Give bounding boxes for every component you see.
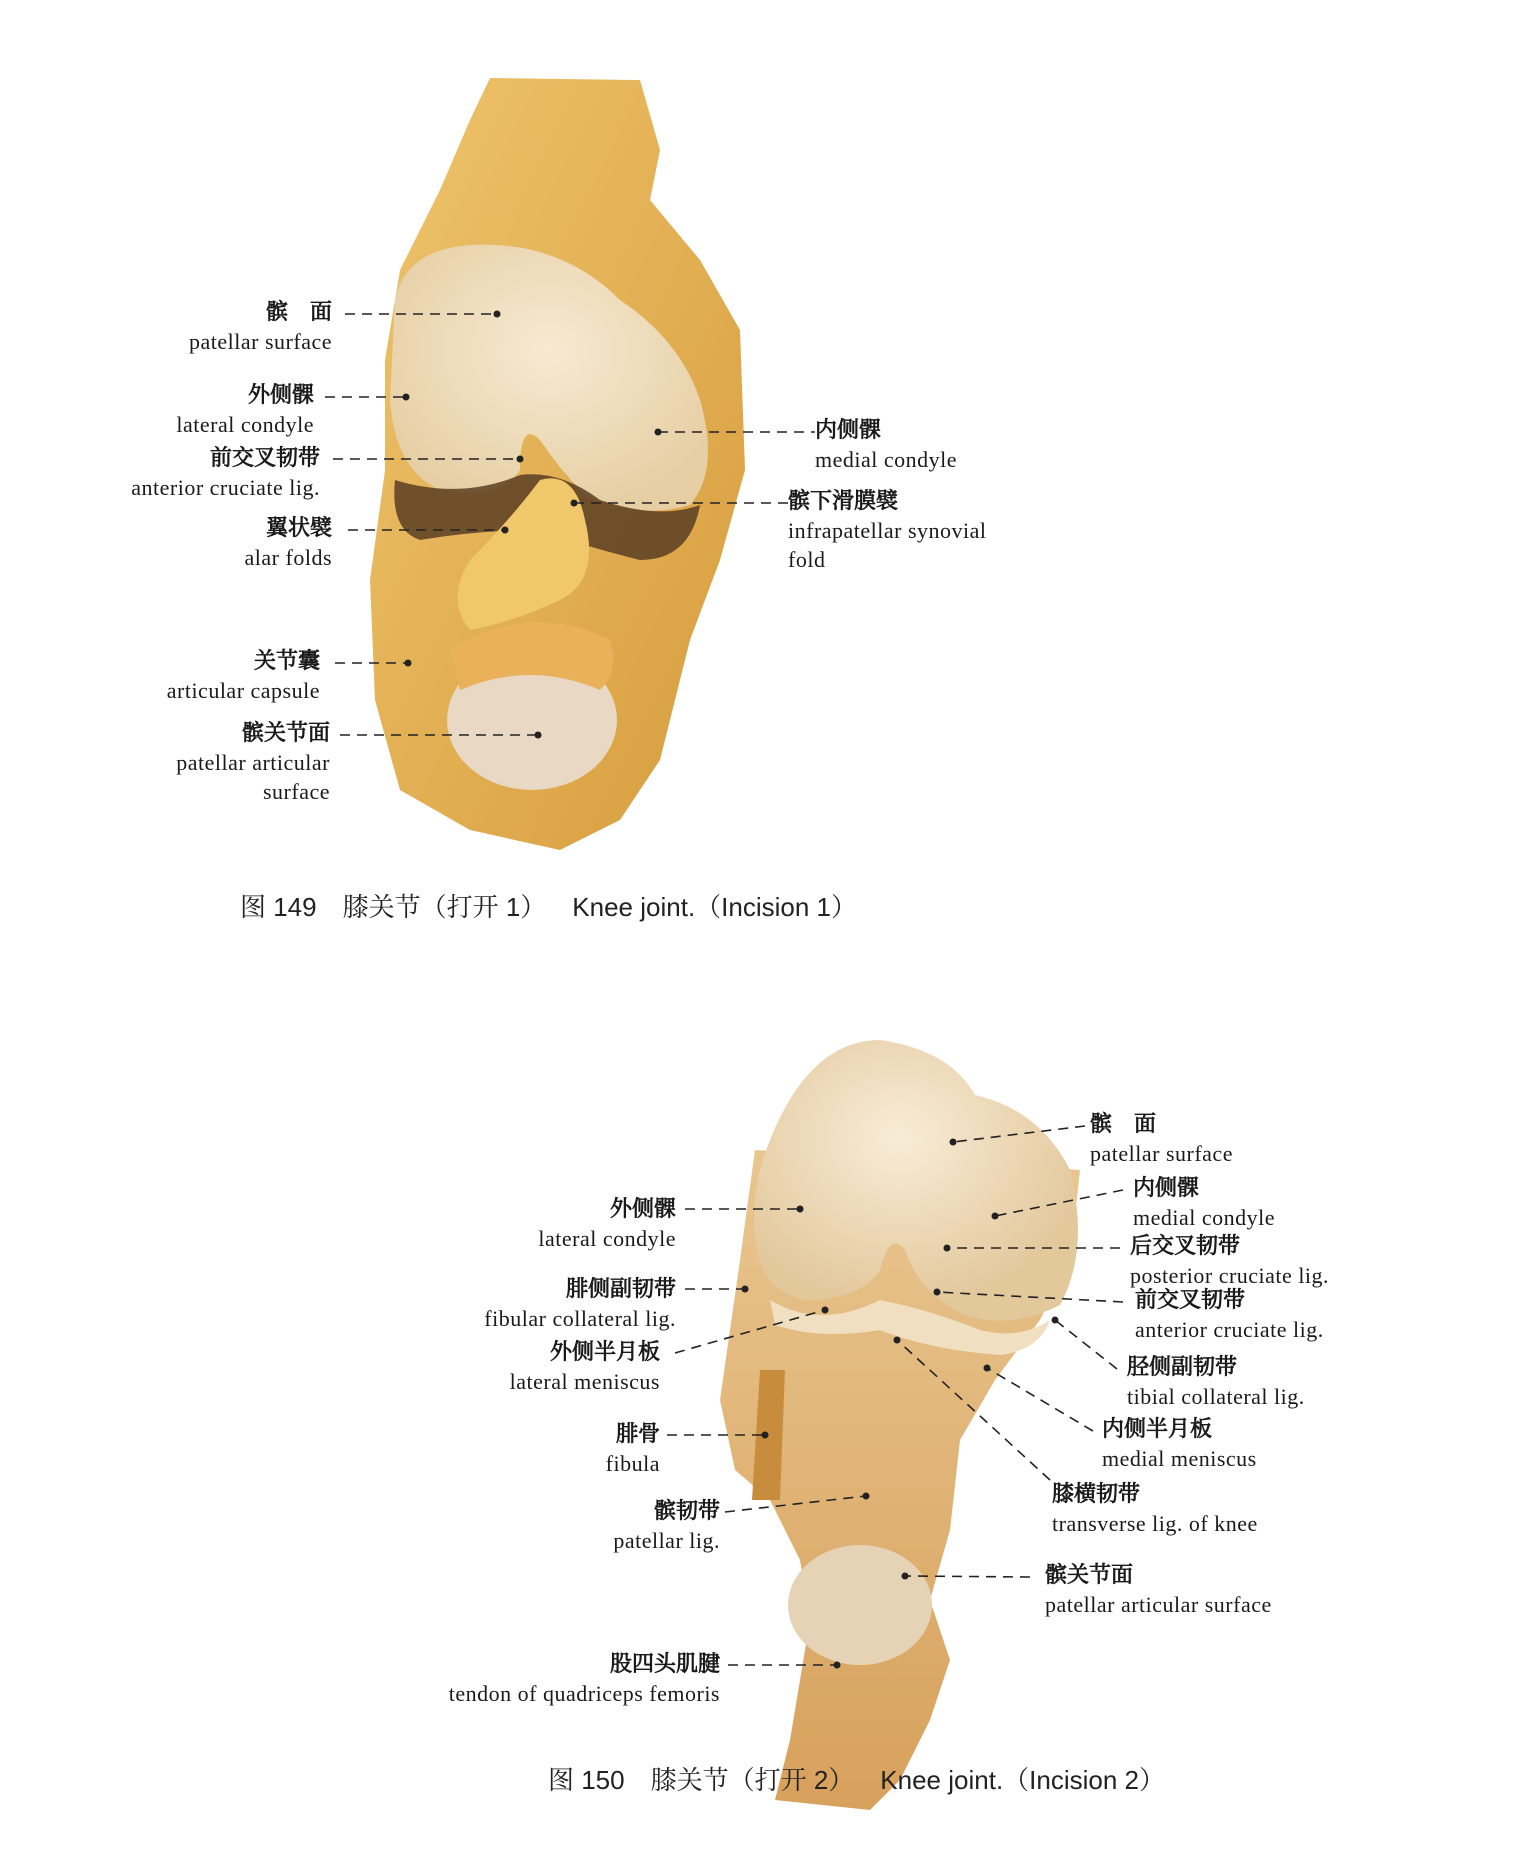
label-posterior-cruciate-lig [1130, 1232, 1329, 1290]
label-zh: 股四头肌腱 [609, 1651, 720, 1677]
label-medial-condyle [815, 416, 957, 474]
label-transverse-lig-of-knee [1052, 1480, 1258, 1538]
label-en: patellar surface [189, 329, 332, 354]
caption-zh: 膝关节（打开 2） [650, 1765, 855, 1795]
caption-zh: 膝关节（打开 1） [342, 892, 547, 922]
label-patellar-articular-surface [176, 719, 330, 806]
label-en: lateral condyle [538, 1226, 676, 1251]
label-fibula [606, 1420, 660, 1478]
label-en: patellar articular surface [1045, 1592, 1272, 1617]
label-zh: 翼状襞 [265, 515, 332, 541]
label-zh: 胫侧副韧带 [1127, 1354, 1238, 1380]
label-lateral-condyle [538, 1195, 676, 1253]
label-en: anterior cruciate lig. [1135, 1317, 1324, 1342]
label-patellar-surface [189, 298, 332, 356]
label-medial-condyle [1133, 1174, 1275, 1232]
caption-number: 图 150 [548, 1765, 625, 1795]
label-lateral-condyle [176, 381, 314, 439]
label-en-line2: surface [262, 779, 330, 804]
label-en: patellar lig. [613, 1528, 720, 1553]
label-en: medial meniscus [1102, 1446, 1257, 1471]
label-zh: 前交叉韧带 [209, 445, 320, 471]
label-en: lateral condyle [176, 412, 314, 437]
label-en: fibula [605, 1451, 660, 1476]
label-en: lateral meniscus [509, 1369, 660, 1394]
label-en: articular capsule [166, 678, 320, 703]
label-patellar-surface [1090, 1110, 1233, 1168]
label-anterior-cruciate-lig [1135, 1286, 1324, 1344]
label-tendon-of-quadriceps-femoris [449, 1650, 720, 1708]
label-en: infrapatellar synovial [788, 518, 987, 543]
label-en: tendon of quadriceps femoris [448, 1681, 720, 1706]
label-en: patellar articular [176, 750, 330, 775]
label-tibial-collateral-lig [1127, 1353, 1305, 1411]
label-en: transverse lig. of knee [1052, 1511, 1258, 1536]
label-zh: 前交叉韧带 [1135, 1287, 1246, 1313]
label-patellar-lig [613, 1497, 720, 1555]
label-zh: 内侧髁 [815, 417, 882, 443]
label-medial-meniscus [1102, 1415, 1257, 1473]
label-zh: 髌 面 [1090, 1111, 1157, 1137]
label-zh: 外侧髁 [609, 1196, 676, 1222]
label-fibular-collateral-lig [484, 1275, 676, 1333]
label-zh: 髌韧带 [653, 1498, 720, 1524]
figure-150-caption [548, 1760, 1191, 1797]
label-patellar-articular-surface [1045, 1561, 1272, 1619]
caption-en: Knee joint.（Incision 1） [572, 892, 858, 922]
label-articular-capsule [167, 647, 320, 705]
label-zh: 内侧髁 [1133, 1175, 1200, 1201]
label-zh: 膝横韧带 [1052, 1481, 1141, 1507]
label-zh: 髌关节面 [241, 720, 330, 746]
label-zh: 髌下滑膜襞 [788, 488, 899, 514]
caption-en: Knee joint.（Incision 2） [880, 1765, 1166, 1795]
label-en-line2: fold [788, 547, 826, 572]
caption-number: 图 149 [240, 892, 317, 922]
label-en: medial condyle [1133, 1205, 1276, 1230]
label-en: medial condyle [815, 447, 958, 472]
knee-specimen-illustration-incision-2 [0, 1000, 1536, 1830]
label-en: alar folds [244, 545, 332, 570]
label-zh: 内侧半月板 [1102, 1416, 1213, 1442]
label-lateral-meniscus [510, 1338, 660, 1396]
label-zh: 髌关节面 [1045, 1562, 1134, 1588]
label-zh: 髌 面 [265, 299, 332, 325]
label-alar-folds [245, 514, 332, 572]
label-en: posterior cruciate lig. [1130, 1263, 1330, 1288]
label-en: anterior cruciate lig. [131, 475, 320, 500]
label-en: fibular collateral lig. [484, 1306, 676, 1331]
label-en: tibial collateral lig. [1127, 1384, 1305, 1409]
figure-150 [0, 1000, 1536, 1830]
label-zh: 后交叉韧带 [1130, 1233, 1241, 1259]
label-infrapatellar-synovial-fold [788, 487, 987, 574]
label-zh: 腓骨 [615, 1421, 660, 1447]
figure-149-caption [240, 887, 883, 924]
label-zh: 关节囊 [253, 648, 320, 674]
label-zh: 外侧髁 [247, 382, 314, 408]
label-en: patellar surface [1090, 1141, 1233, 1166]
label-anterior-cruciate-lig [131, 444, 320, 502]
label-zh: 外侧半月板 [549, 1339, 660, 1365]
label-zh: 腓侧副韧带 [565, 1276, 676, 1302]
